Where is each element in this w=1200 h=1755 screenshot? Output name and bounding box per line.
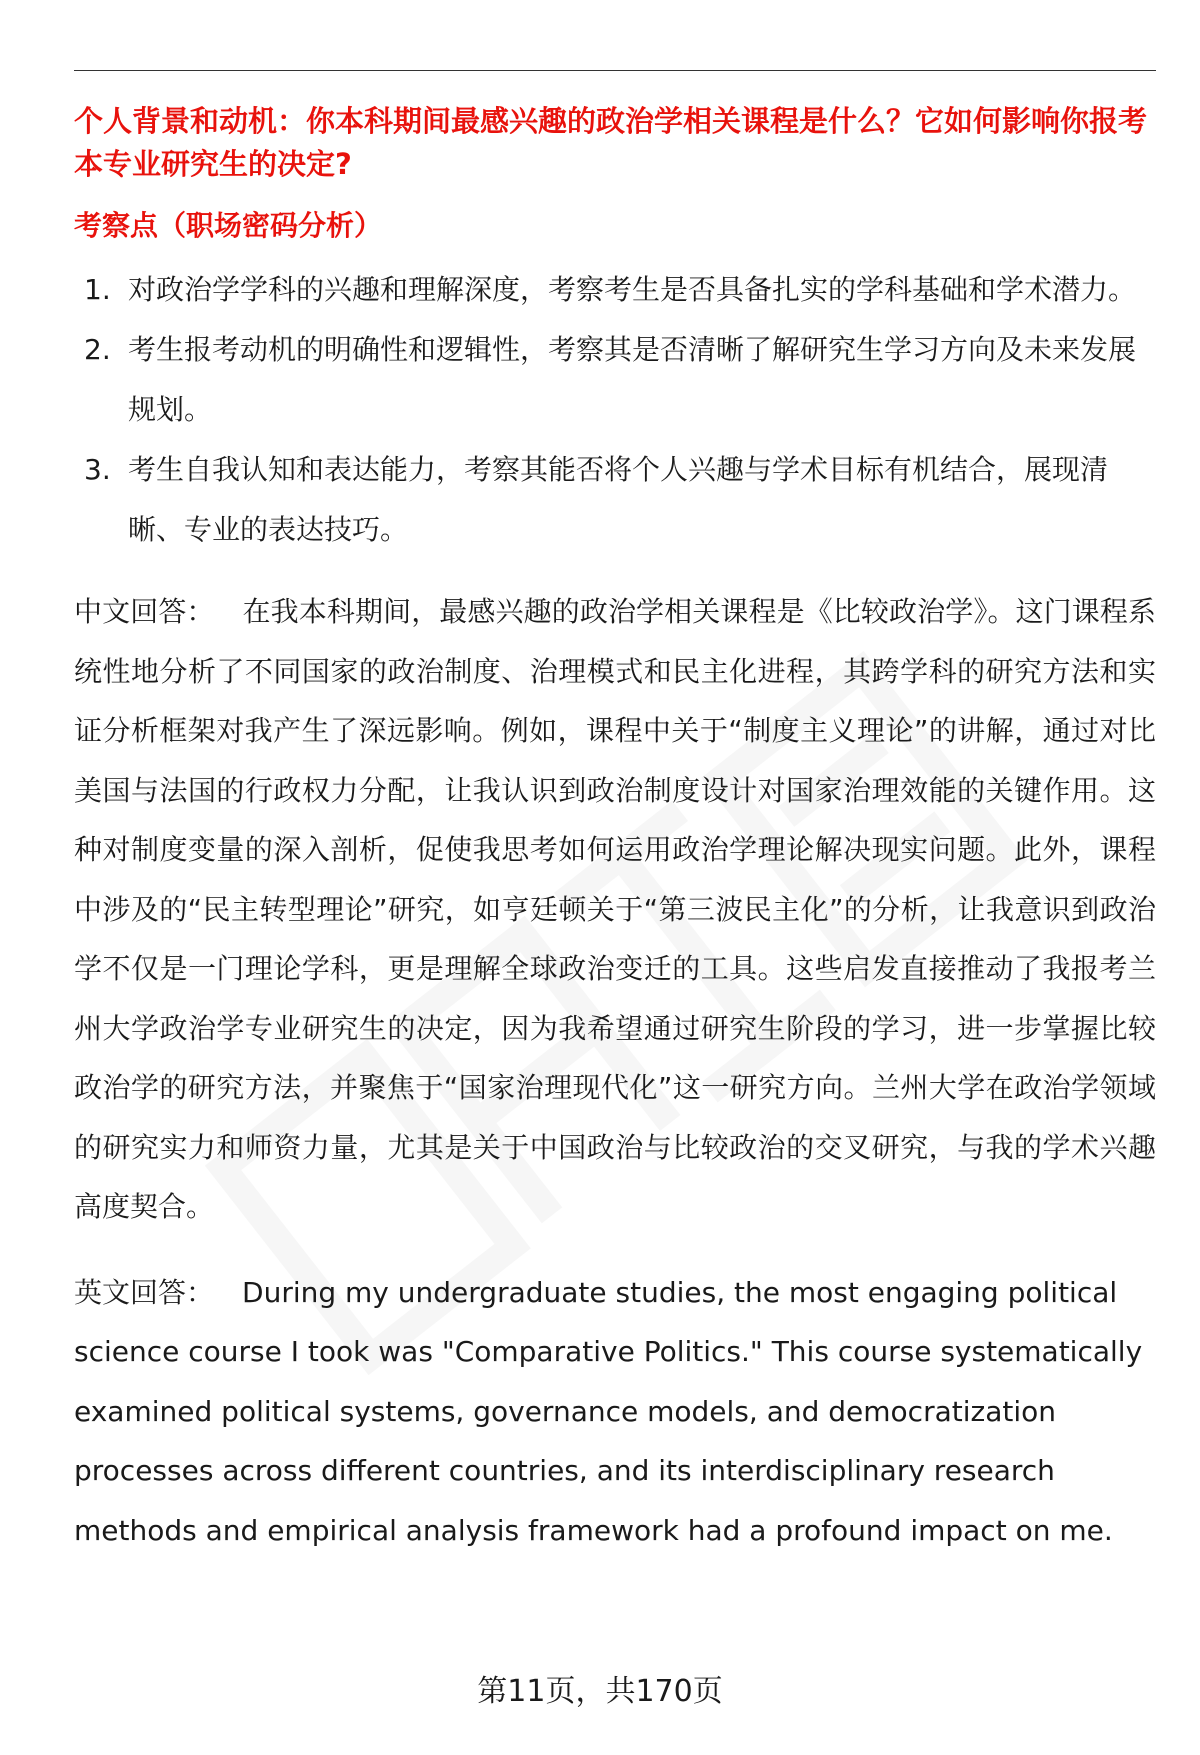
point-number: 1. — [84, 273, 111, 306]
chinese-answer — [74, 582, 1156, 1237]
english-answer-text: During my undergraduate studies, the most engaging political science course I took was "Comparative Politics." This course systematically examined political systems, governance models, and democratization processes across different countries, and its interdisciplinary research methods and empirical analysis framework had a profound impact on me. — [74, 1275, 1143, 1547]
analysis-heading: 考察点（职场密码分析） — [74, 209, 383, 242]
question-heading: 个人背景和动机：你本科期间最感兴趣的政治学相关课程是什么？它如何影响你报考本专业研究生的决定? — [74, 104, 1148, 181]
point-number: 3. — [84, 453, 111, 486]
document-content — [74, 100, 1156, 1560]
analysis-point — [74, 440, 1156, 560]
point-text: 考生报考动机的明确性和逻辑性，考察其是否清晰了解研究生学习方向及未来发展规划。 — [128, 333, 1137, 426]
chinese-answer-label: 中文回答： — [74, 595, 215, 628]
point-number: 2. — [84, 333, 111, 366]
english-answer — [74, 1263, 1156, 1561]
chinese-answer-text: 在我本科期间，最感兴趣的政治学相关课程是《比较政治学》。这门课程系统性地分析了不同国家的政治制度、治理模式和民主化进程，其跨学科的研究方法和实证分析框架对我产生了深远影响。例如，课程中关于“制度主义理论”的讲解，通过对比美国与法国的行政权力分配，让我认识到政治制度设计对国家治理效能的关键作用。这种对制度变量的深入剖析，促使我思考如何运用政治学理论解决现实问题。此外，课程中涉及的“民主转型理论”研究，如亨廷顿关于“第三波民主化”的分析，让我意识到政治学不仅是一门理论学科，更是理解全球政治变迁的工具。这些启发直接推动了我报考兰州大学政治学专业研究生的决定，因为我希望通过研究生阶段的学习，进一步掌握比较政治学的研究方法，并聚焦于“国家治理现代化”这一研究方向。兰州大学在政治学领域的研究实力和师资力量，尤其是关于中国政治与比较政治的交叉研究，与我的学术兴趣高度契合。 — [74, 595, 1156, 1223]
top-divider — [74, 70, 1156, 71]
point-text: 考生自我认知和表达能力，考察其能否将个人兴趣与学术目标有机结合，展现清晰、专业的表达技巧。 — [128, 453, 1109, 546]
analysis-point — [74, 320, 1156, 440]
analysis-point — [74, 260, 1156, 320]
english-answer-label: 英文回答： — [74, 1275, 215, 1309]
page-number-footer: 第11页，共170页 — [477, 1674, 723, 1709]
point-text: 对政治学学科的兴趣和理解深度，考察考生是否具备扎实的学科基础和学术潜力。 — [128, 273, 1137, 306]
analysis-point-list — [74, 260, 1156, 560]
